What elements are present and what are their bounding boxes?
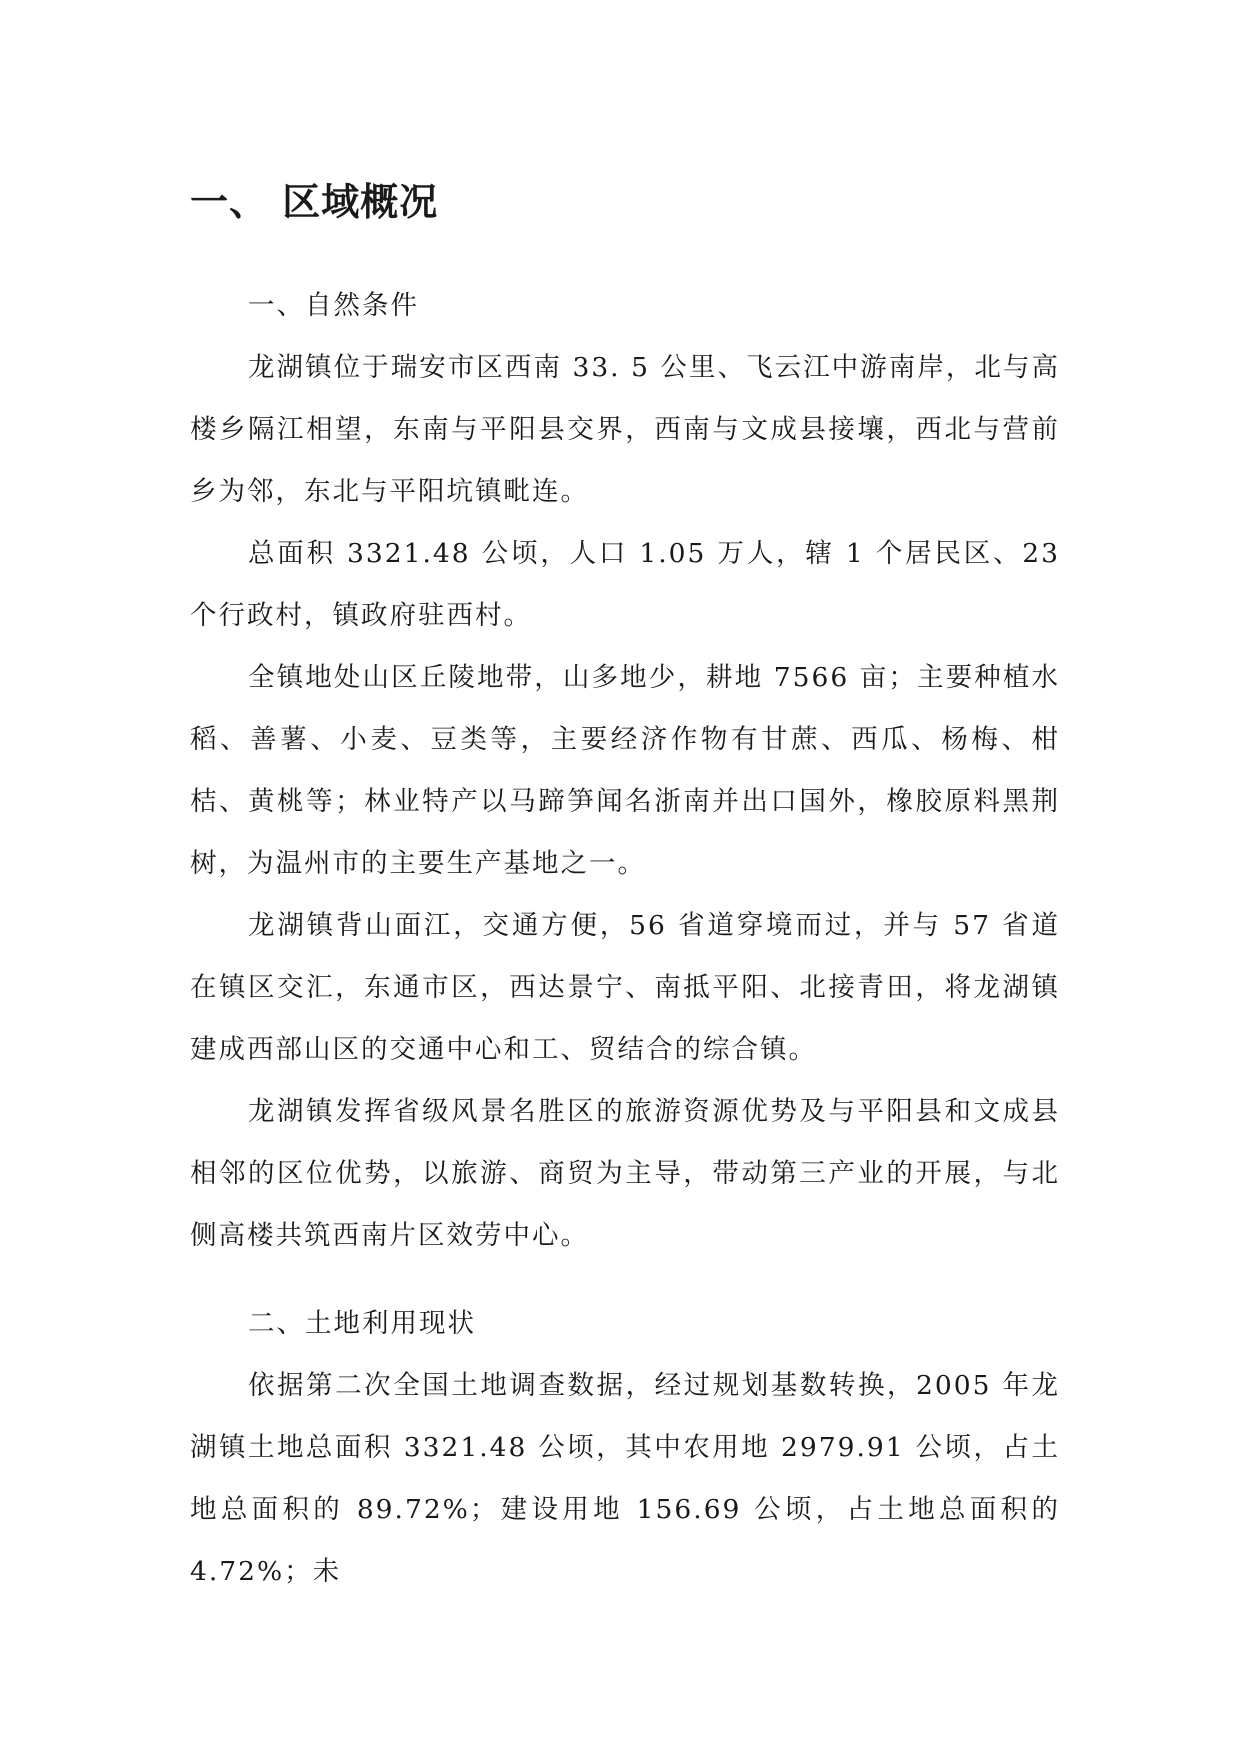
paragraph-tourism: 龙湖镇发挥省级风景名胜区的旅游资源优势及与平阳县和文成县相邻的区位优势，以旅游、商贸为主导，带动第三产业的开展，与北侧高楼共筑西南片区效劳中心。: [190, 1096, 1060, 1251]
paragraph-location: 龙湖镇位于瑞安市区西南 33. 5 公里、飞云江中游南岸，北与高楼乡隔江相望，东南与平阳县交界，西南与文成县接壤，西北与营前乡为邻，东北与平阳坑镇毗连。: [190, 352, 1060, 507]
paragraph-agriculture: 全镇地处山区丘陵地带，山多地少，耕地 7566 亩；主要种植水稻、善薯、小麦、豆类等，主要经济作物有甘蔗、西瓜、杨梅、柑桔、黄桃等；林业特产以马蹄笋闻名浙南并出口国外，橡胶原料黑荆树，为温州市的主要生产基地之一。: [190, 662, 1060, 879]
paragraph-transportation: 龙湖镇背山面江，交通方便，56 省道穿境而过，并与 57 省道在镇区交汇，东通市区，西达景宁、南抵平阳、北接青田，将龙湖镇建成西部山区的交通中心和工、贸结合的综合镇。: [190, 910, 1060, 1065]
paragraph-land-survey: 依据第二次全国土地调查数据，经过规划基数转换，2005 年龙湖镇土地总面积 3321.48 公顷，其中农用地 2979.91 公顷，占土地总面积的 89.72%；建设用地 156.69 公顷，占土地总面积的 4.72%；未: [190, 1370, 1060, 1587]
document-body: [190, 275, 1060, 1603]
section-heading-natural-conditions: 一、自然条件: [248, 290, 419, 321]
chapter-title: 一、 区域概况: [190, 180, 439, 224]
paragraph-area-population: 总面积 3321.48 公顷，人口 1.05 万人，辖 1 个居民区、23 个行政村，镇政府驻西村。: [190, 538, 1060, 631]
section-heading-land-use: 二、土地利用现状: [248, 1308, 476, 1339]
